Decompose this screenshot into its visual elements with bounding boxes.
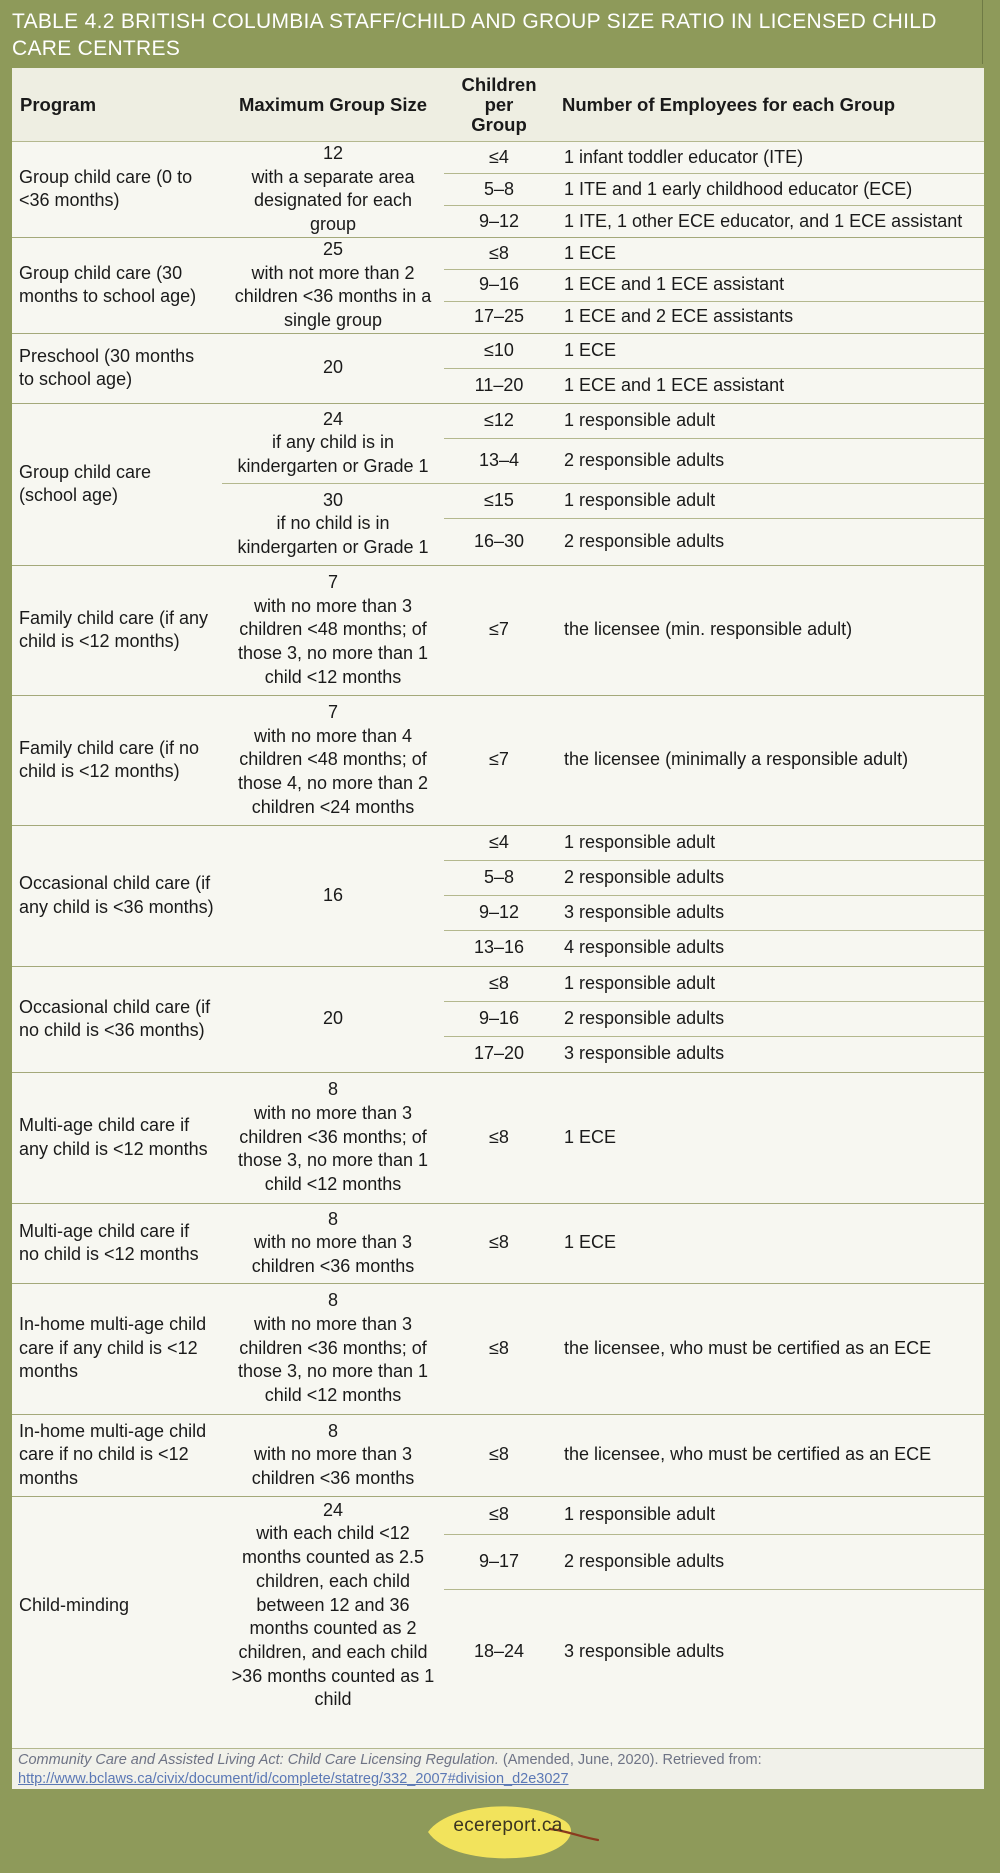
- table-row: [12, 825, 984, 860]
- children-per-group-cell: 13–4: [444, 438, 554, 483]
- program-cell: In-home multi-age child care if any child is <12 months: [12, 1283, 222, 1414]
- children-per-group-cell: ≤8: [444, 1496, 554, 1534]
- employees-cell: 2 responsible adults: [554, 518, 984, 565]
- max-group-size-cell: [222, 825, 444, 966]
- children-per-group-cell: ≤8: [444, 1414, 554, 1496]
- max-group-size-note: with a separate area designated for each group: [251, 166, 415, 235]
- employees-cell: the licensee, who must be certified as an ECE: [554, 1283, 984, 1414]
- max-group-size-value: 16: [322, 884, 344, 905]
- header-children-per-group-line: per: [484, 93, 514, 115]
- program-cell: Multi-age child care if any child is <12 months: [12, 1072, 222, 1203]
- max-group-size-value: 8: [327, 1079, 338, 1100]
- children-per-group-cell: 9–17: [444, 1534, 554, 1589]
- max-group-size-value: 12: [322, 143, 344, 163]
- employees-cell: 3 responsible adults: [554, 895, 984, 930]
- max-group-size-value: 25: [322, 238, 344, 259]
- program-cell: Child-minding: [12, 1496, 222, 1714]
- header-children-per-group-line: Group: [471, 113, 527, 135]
- children-per-group-cell: ≤4: [444, 825, 554, 860]
- children-per-group-cell: 17–20: [444, 1036, 554, 1072]
- max-group-size-value: 20: [322, 357, 344, 378]
- employees-cell: 1 ECE: [554, 1072, 984, 1203]
- program-cell: Occasional child care (if no child is <36 months): [12, 966, 222, 1072]
- table-row: [12, 237, 984, 269]
- employees-cell: 2 responsible adults: [554, 1001, 984, 1036]
- max-group-size-value: 8: [327, 1420, 338, 1441]
- header-max-group-size: Maximum Group Size: [222, 68, 444, 142]
- employees-cell: 1 ECE: [554, 1203, 984, 1283]
- table-row: [12, 1414, 984, 1496]
- employees-cell: 1 ITE and 1 early childhood educator (ECE): [554, 173, 984, 205]
- ratio-table-container: [12, 68, 984, 1788]
- logo-text: ecereport.ca: [453, 1815, 563, 1836]
- max-group-size-note: with no more than 3 children <36 months; of those 3, no more than 1 child <12 months: [237, 1103, 429, 1195]
- children-per-group-cell: 16–30: [444, 518, 554, 565]
- table-row: [12, 1283, 984, 1414]
- max-group-size-note: with no more than 3 children <36 months: [251, 1444, 415, 1488]
- children-per-group-cell: ≤7: [444, 695, 554, 825]
- employees-cell: 1 responsible adult: [554, 966, 984, 1001]
- title-divider: [982, 0, 983, 64]
- employees-cell: 1 responsible adult: [554, 403, 984, 438]
- children-per-group-cell: ≤10: [444, 333, 554, 368]
- max-group-size-cell: [222, 1203, 444, 1283]
- max-group-size-value: 7: [327, 571, 338, 592]
- employees-cell: 3 responsible adults: [554, 1036, 984, 1072]
- employees-cell: the licensee (min. responsible adult): [554, 565, 984, 695]
- table-row: [12, 695, 984, 825]
- children-per-group-cell: 17–25: [444, 301, 554, 333]
- header-children-per-group: [444, 68, 554, 142]
- citation-title: Community Care and Assisted Living Act: Child Care Licensing Regulation.: [18, 1752, 499, 1768]
- program-cell: Family child care (if any child is <12 months): [12, 565, 222, 695]
- employees-cell: 1 responsible adult: [554, 825, 984, 860]
- max-group-size-note: with each child <12 months counted as 2.5 children, each child between 12 and 36 months counted as 2 children, and each child >36 months counted as 1 child: [231, 1523, 435, 1710]
- max-group-size-note: with no more than 4 children <48 months; of those 4, no more than 2 children <24 months: [237, 725, 429, 817]
- max-group-size-cell: [222, 695, 444, 825]
- employees-cell: 1 responsible adult: [554, 1496, 984, 1534]
- children-per-group-cell: 5–8: [444, 173, 554, 205]
- children-per-group-cell: ≤12: [444, 403, 554, 438]
- max-group-size-note: with no more than 3 children <36 months; of those 3, no more than 1 child <12 months: [237, 1314, 429, 1406]
- children-per-group-cell: ≤4: [444, 142, 554, 174]
- children-per-group-cell: ≤8: [444, 237, 554, 269]
- max-group-size-value: 8: [327, 1290, 338, 1311]
- source-link[interactable]: http://www.bclaws.ca/civix/document/id/complete/statreg/332_2007#division_d2e3027: [18, 1771, 569, 1787]
- max-group-size-cell: [222, 333, 444, 403]
- children-per-group-cell: ≤7: [444, 565, 554, 695]
- children-per-group-cell: 18–24: [444, 1589, 554, 1714]
- children-per-group-cell: ≤15: [444, 483, 554, 518]
- max-group-size-note: if any child is in kindergarten or Grade 1: [237, 432, 429, 476]
- children-per-group-cell: ≤8: [444, 1203, 554, 1283]
- employees-cell: 1 ECE: [554, 237, 984, 269]
- table-row: [12, 142, 984, 174]
- employees-cell: 1 ECE and 1 ECE assistant: [554, 368, 984, 403]
- max-group-size-value: 20: [322, 1008, 344, 1029]
- max-group-size-cell: [222, 565, 444, 695]
- source-citation: [12, 1748, 984, 1789]
- employees-cell: 2 responsible adults: [554, 1534, 984, 1589]
- program-cell: Occasional child care (if any child is <36 months): [12, 825, 222, 966]
- employees-cell: 2 responsible adults: [554, 438, 984, 483]
- max-group-size-note: with not more than 2 children <36 months in a single group: [234, 262, 432, 330]
- children-per-group-cell: ≤8: [444, 966, 554, 1001]
- table-row: [12, 403, 984, 438]
- program-cell: Group child care (0 to <36 months): [12, 142, 222, 238]
- employees-cell: 1 ECE: [554, 333, 984, 368]
- max-group-size-note: with no more than 3 children <36 months: [251, 1232, 415, 1276]
- max-group-size-note: with no more than 3 children <48 months; of those 3, no more than 1 child <12 months: [237, 595, 429, 687]
- program-cell: Group child care (school age): [12, 403, 222, 565]
- max-group-size-cell: [222, 1414, 444, 1496]
- employees-cell: 1 ECE and 2 ECE assistants: [554, 301, 984, 333]
- employees-cell: 2 responsible adults: [554, 860, 984, 895]
- max-group-size-note: if no child is in kindergarten or Grade 1: [237, 513, 429, 557]
- ratio-table: [12, 68, 984, 1714]
- program-cell: Family child care (if no child is <12 months): [12, 695, 222, 825]
- header-children-per-group-line: Children: [461, 73, 537, 95]
- max-group-size-value: 8: [327, 1208, 338, 1229]
- header-program: Program: [12, 68, 222, 142]
- max-group-size-value: 7: [327, 701, 338, 722]
- max-group-size-cell: [222, 966, 444, 1072]
- children-per-group-cell: 9–12: [444, 205, 554, 237]
- employees-cell: 1 responsible adult: [554, 483, 984, 518]
- max-group-size-value: 30: [322, 489, 344, 510]
- max-group-size-cell: [222, 1496, 444, 1714]
- header-employees: Number of Employees for each Group: [554, 68, 984, 142]
- program-cell: Group child care (30 months to school age): [12, 237, 222, 333]
- max-group-size-cell: [222, 483, 444, 565]
- max-group-size-value: 24: [322, 408, 344, 429]
- max-group-size-cell: [222, 237, 444, 333]
- children-per-group-cell: 13–16: [444, 930, 554, 966]
- children-per-group-cell: 11–20: [444, 368, 554, 403]
- employees-cell: 4 responsible adults: [554, 930, 984, 966]
- children-per-group-cell: ≤8: [444, 1283, 554, 1414]
- program-cell: In-home multi-age child care if no child is <12 months: [12, 1414, 222, 1496]
- program-cell: Preschool (30 months to school age): [12, 333, 222, 403]
- children-per-group-cell: 9–16: [444, 1001, 554, 1036]
- ecereport-logo[interactable]: [420, 1799, 600, 1861]
- max-group-size-cell: [222, 142, 444, 238]
- employees-cell: 1 ITE, 1 other ECE educator, and 1 ECE assistant: [554, 205, 984, 237]
- table-row: [12, 333, 984, 368]
- children-per-group-cell: 9–16: [444, 269, 554, 301]
- employees-cell: 1 infant toddler educator (ITE): [554, 142, 984, 174]
- employees-cell: 1 ECE and 1 ECE assistant: [554, 269, 984, 301]
- children-per-group-cell: ≤8: [444, 1072, 554, 1203]
- table-header-row: [12, 68, 984, 142]
- table-row: [12, 1072, 984, 1203]
- citation-details: (Amended, June, 2020). Retrieved from:: [498, 1752, 762, 1768]
- max-group-size-cell: [222, 403, 444, 483]
- max-group-size-cell: [222, 1072, 444, 1203]
- program-cell: Multi-age child care if no child is <12 months: [12, 1203, 222, 1283]
- employees-cell: the licensee (minimally a responsible adult): [554, 695, 984, 825]
- table-row: [12, 966, 984, 1001]
- children-per-group-cell: 5–8: [444, 860, 554, 895]
- employees-cell: the licensee, who must be certified as an ECE: [554, 1414, 984, 1496]
- children-per-group-cell: 9–12: [444, 895, 554, 930]
- table-row: [12, 1496, 984, 1534]
- source-citation-text: [18, 1751, 978, 1789]
- table-row: [12, 1203, 984, 1283]
- employees-cell: 3 responsible adults: [554, 1589, 984, 1714]
- max-group-size-cell: [222, 1283, 444, 1414]
- table-row: [12, 565, 984, 695]
- max-group-size-value: 24: [322, 1499, 344, 1520]
- table-title: TABLE 4.2 BRITISH COLUMBIA STAFF/CHILD AND GROUP SIZE RATIO IN LICENSED CHILD CARE CENTRES: [12, 10, 937, 60]
